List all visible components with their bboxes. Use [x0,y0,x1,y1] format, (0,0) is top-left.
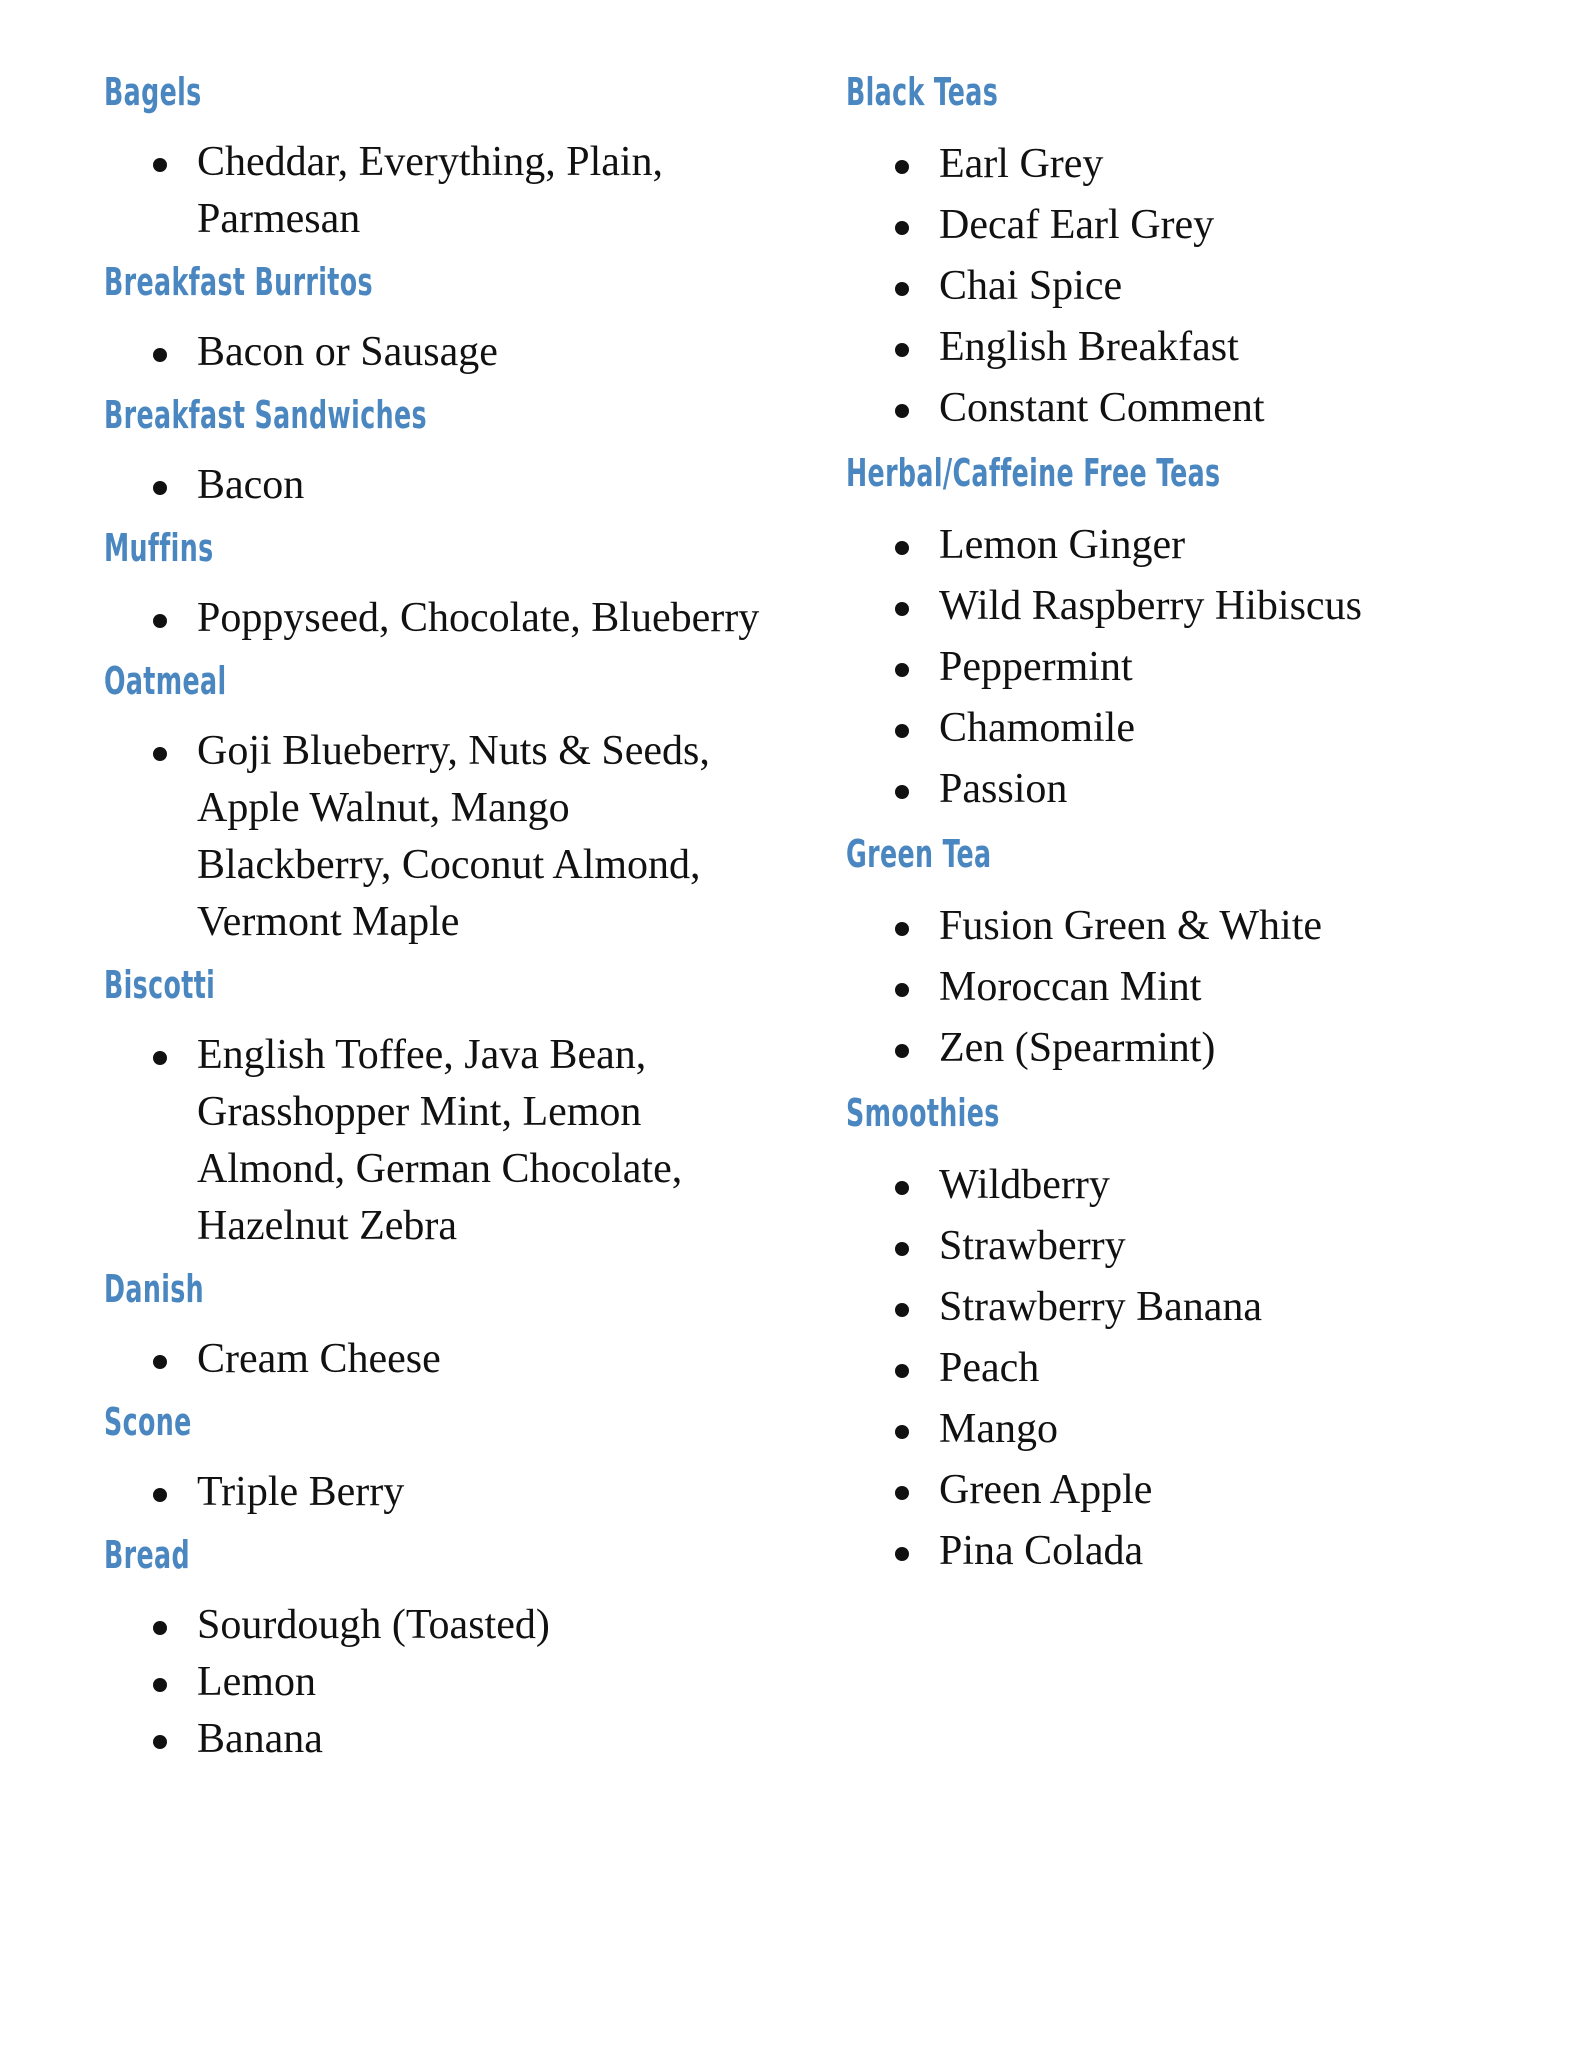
left-column [104,68,764,1778]
section-heading: Bagels [104,70,202,114]
right-column [846,68,1526,1592]
list-item: Chai Spice [846,256,1526,317]
item-list [846,896,1526,1079]
list-item: Cream Cheese [104,1331,764,1388]
list-item: Zen (Spearmint) [846,1018,1526,1079]
list-item: Mango [846,1399,1526,1460]
list-item: Constant Comment [846,378,1526,439]
section-muffins [104,524,764,647]
section-herbal-teas [846,449,1526,820]
section-oatmeal [104,657,764,951]
section-heading: Smoothies [846,1091,1000,1135]
section-heading: Breakfast Burritos [104,260,373,304]
list-item: English Breakfast [846,317,1526,378]
list-item: Poppyseed, Chocolate, Blueberry [104,590,764,647]
list-item: Chamomile [846,698,1526,759]
section-heading: Breakfast Sandwiches [104,393,427,437]
section-heading: Oatmeal [104,659,227,703]
list-item: Decaf Earl Grey [846,195,1526,256]
list-item: Wildberry [846,1155,1526,1216]
item-list [104,457,764,514]
section-heading: Herbal/Caffeine Free Teas [846,451,1221,495]
item-list [104,723,764,951]
list-item: Strawberry Banana [846,1277,1526,1338]
list-item: English Toffee, Java Bean, Grasshopper Mint, Lemon Almond, German Chocolate, Hazelnut Zebra [104,1027,764,1255]
section-bread [104,1531,764,1768]
list-item: Fusion Green & White [846,896,1526,957]
item-list [846,1155,1526,1582]
list-item: Goji Blueberry, Nuts & Seeds, Apple Walnut, Mango Blackberry, Coconut Almond, Vermont Maple [104,723,764,951]
section-scone [104,1398,764,1521]
list-item: Passion [846,759,1526,820]
list-item: Peach [846,1338,1526,1399]
item-list [104,590,764,647]
list-item: Lemon Ginger [846,515,1526,576]
section-danish [104,1265,764,1388]
section-heading: Biscotti [104,963,216,1007]
list-item: Wild Raspberry Hibiscus [846,576,1526,637]
item-list [846,515,1526,820]
section-breakfast-burritos [104,258,764,381]
section-heading: Muffins [104,526,214,570]
item-list [104,1464,764,1521]
list-item: Peppermint [846,637,1526,698]
list-item: Earl Grey [846,134,1526,195]
section-heading: Green Tea [846,832,992,876]
section-heading: Bread [104,1533,190,1577]
section-bagels [104,68,764,248]
item-list [104,134,764,248]
section-biscotti [104,961,764,1255]
list-item: Sourdough (Toasted) [104,1597,764,1654]
list-item: Green Apple [846,1460,1526,1521]
item-list [846,134,1526,439]
section-heading: Danish [104,1267,205,1311]
section-black-teas [846,68,1526,439]
list-item: Bacon or Sausage [104,324,764,381]
item-list [104,1027,764,1255]
list-item: Banana [104,1711,764,1768]
section-heading: Scone [104,1400,192,1444]
list-item: Pina Colada [846,1521,1526,1582]
list-item: Bacon [104,457,764,514]
section-smoothies [846,1089,1526,1582]
section-green-tea [846,830,1526,1079]
section-heading: Black Teas [846,70,999,114]
item-list [104,1331,764,1388]
list-item: Lemon [104,1654,764,1711]
list-item: Moroccan Mint [846,957,1526,1018]
item-list [104,1597,764,1768]
list-item: Strawberry [846,1216,1526,1277]
list-item: Triple Berry [104,1464,764,1521]
list-item: Cheddar, Everything, Plain, Parmesan [104,134,764,248]
section-breakfast-sandwiches [104,391,764,514]
item-list [104,324,764,381]
